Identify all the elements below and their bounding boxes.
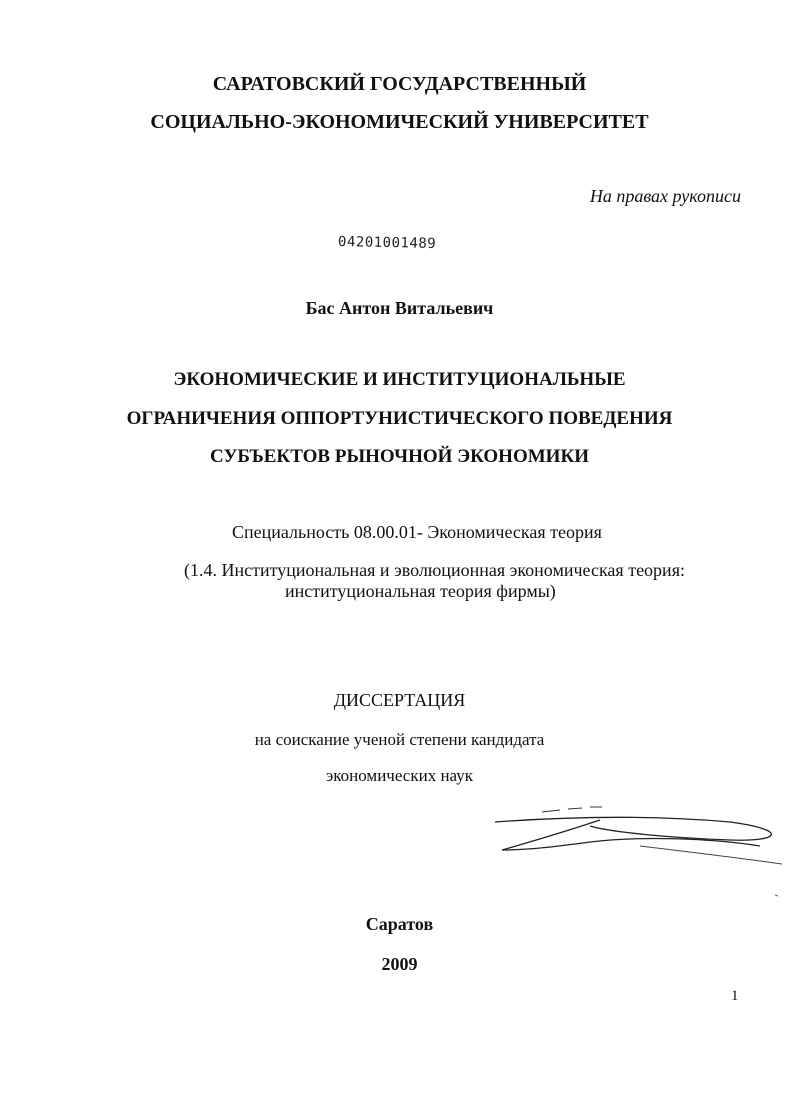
year: 2009 [381,954,418,974]
dissertation-title-line3: СУБЪЕКТОВ РЫНОЧНОЙ ЭКОНОМИКИ [209,446,590,467]
degree-line2: экономических наук [325,766,474,785]
university-name-line1: САРАТОВСКИЙ ГОСУДАРСТВЕННЫЙ [212,73,587,95]
city: Саратов [365,914,434,934]
manuscript-rights-note: На правах рукописи [589,186,741,206]
handwritten-signature [490,800,790,910]
dissertation-title-line1: ЭКОНОМИЧЕСКИЕ И ИНСТИТУЦИОНАЛЬНЫЕ [173,369,626,390]
university-name-line2: СОЦИАЛЬНО-ЭКОНОМИЧЕСКИЙ УНИВЕРСИТЕТ [150,111,649,133]
registration-code: 04201001489 [337,234,437,253]
specialty-detail-line1: (1.4. Институциональная и эволюционная экономическая теория: [184,560,685,580]
author-name: Бас Антон Витальевич [305,298,494,318]
degree-line1: на соискание ученой степени кандидата [254,730,545,749]
dissertation-title-line2: ОГРАНИЧЕНИЯ ОППОРТУНИСТИЧЕСКОГО ПОВЕДЕНИЯ [126,408,673,429]
page-number: 1 [731,988,739,1004]
specialty-main: Специальность 08.00.01- Экономическая теория [232,522,602,542]
dissertation-label: ДИССЕРТАЦИЯ [333,690,466,710]
specialty-detail-line2: институциональная теория фирмы) [285,581,556,601]
specialty-detail [184,560,685,602]
